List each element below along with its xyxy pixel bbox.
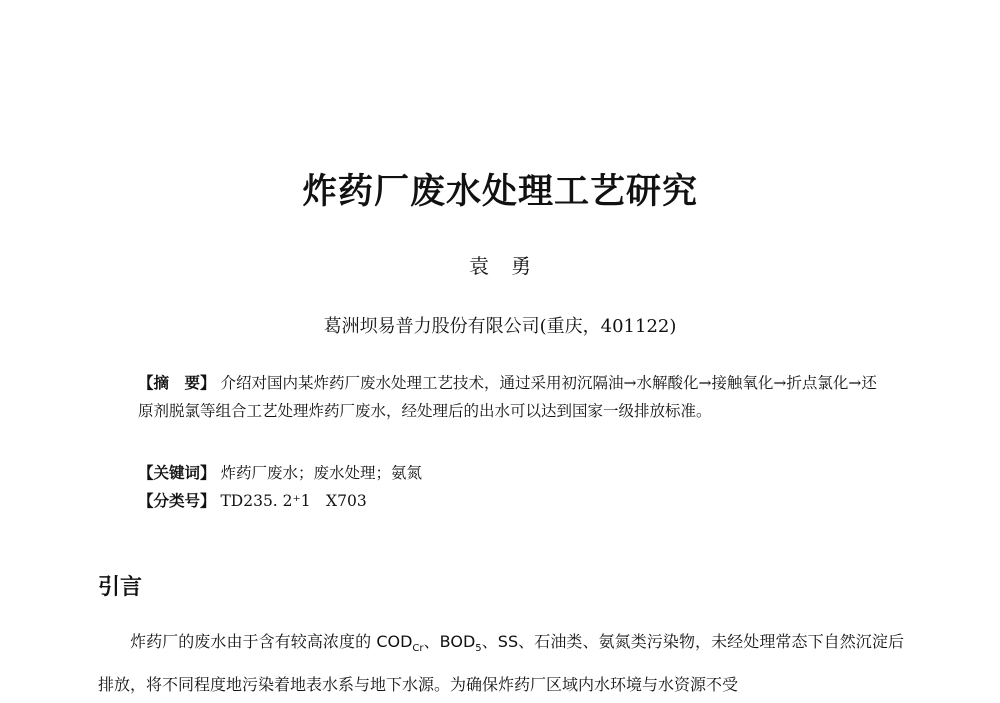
subscript-5: 5 [475,643,482,655]
classification-number [138,487,878,515]
classification-text: TD235. 2⁺1 X703 [220,492,367,510]
keywords-text: 炸药厂废水；废水处理；氨氮 [220,464,422,482]
keywords-label: 【关键词】 [138,464,216,482]
body-text: 炸药厂的废水由于含有较高浓度的 COD [130,632,413,651]
body-text: 、SS、石油类、氨氮类污染物，未经处理常态下自然沉淀后排放，将不同程度地污染着地表水系与地下水源。为确保炸药厂区域内水环境与水资源不受 [98,632,904,695]
section-heading: 引言 [98,575,143,600]
body-paragraph [98,624,904,703]
abstract [138,369,878,425]
classification-label: 【分类号】 [138,492,216,510]
keywords [138,459,878,487]
subscript-cr: Cr [412,643,424,655]
author-name-part: 袁 [469,254,489,278]
affiliation: 葛洲坝易普力股份有限公司(重庆，401122) [323,316,677,337]
body-text: 、BOD [423,632,476,651]
paper-title: 炸药厂废水处理工艺研究 [301,172,698,212]
author-name-part: 勇 [511,254,531,278]
abstract-text: 介绍对国内某炸药厂废水处理工艺技术，通过采用初沉隔油→水解酸化→接触氧化→折点氯化→还原剂脱氯等组合工艺处理炸药厂废水，经处理后的出水可以达到国家一级排放标准。 [138,374,877,420]
abstract-label: 【摘 要】 [138,374,216,392]
author [0,250,1000,279]
